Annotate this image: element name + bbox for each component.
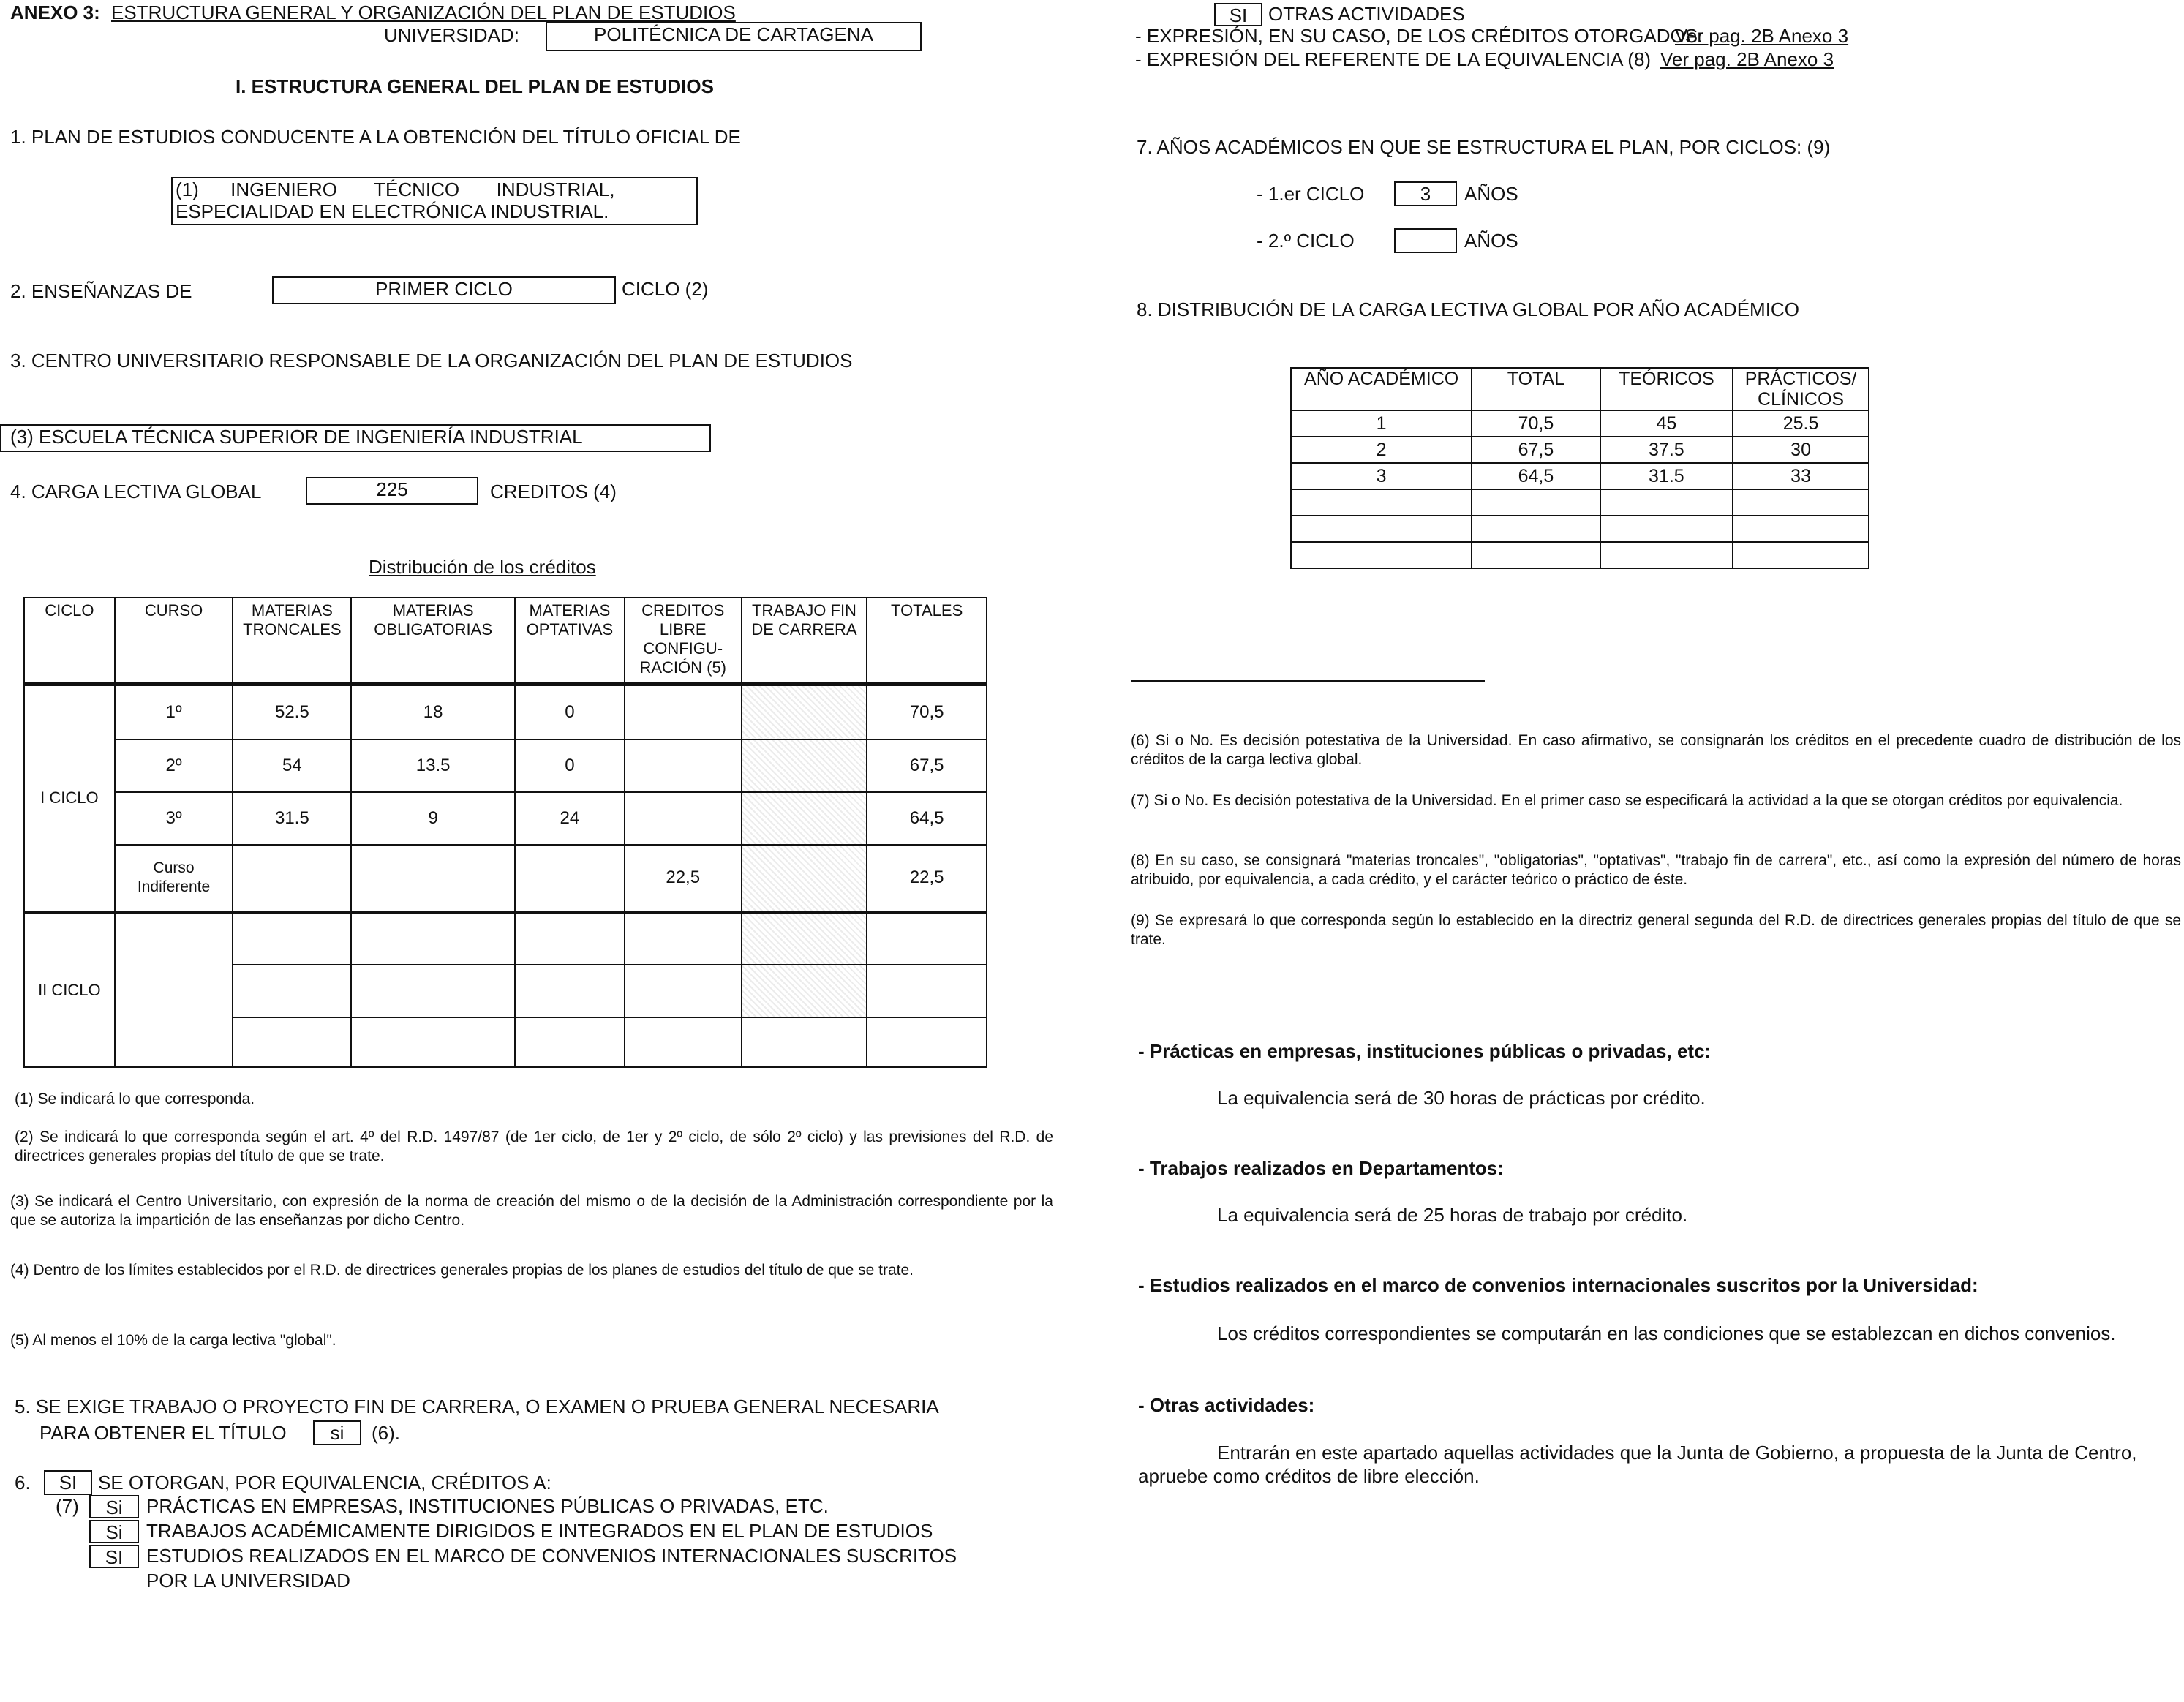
universidad-label: UNIVERSIDAD:: [384, 24, 519, 46]
universidad-field: POLITÉCNICA DE CARTAGENA: [546, 22, 922, 51]
item6-field: SI: [44, 1470, 92, 1495]
ano-cell: 2: [1291, 437, 1472, 463]
col-ciclo: CICLO: [24, 598, 115, 684]
optativas-cell: [515, 965, 625, 1017]
teoricos-cell: 37.5: [1600, 437, 1733, 463]
col-obligatorias: MATERIAS OBLIGATORIAS: [351, 598, 515, 684]
troncales-cell: [233, 845, 351, 912]
trabajo-cell: [742, 845, 867, 912]
item6-prefix: 6.: [15, 1472, 31, 1494]
note-4: (4) Dentro de los límites establecidos por el R.D. de directrices generales propias de los planes de estudios del título de que se trate.: [10, 1262, 914, 1279]
trabajo-cell: [742, 912, 867, 965]
expr2-label: - EXPRESIÓN DEL REFERENTE DE LA EQUIVALENCIA (8): [1135, 48, 1652, 70]
item5-suffix: (6).: [372, 1422, 400, 1444]
curso-cell: Curso Indiferente: [115, 845, 233, 912]
otras-label: OTRAS ACTIVIDADES: [1268, 3, 1465, 25]
totales-cell: 22,5: [867, 845, 987, 912]
practicas-label: PRÁCTICAS EN EMPRESAS, INSTITUCIONES PÚBLICAS O PRIVADAS, ETC.: [146, 1495, 829, 1517]
total-cell: [1472, 542, 1600, 568]
note-7: (7) Si o No. Es decisión potestativa de la Universidad. En el primer caso se especificará la actividad a la que se otorgan créditos por equivalencia.: [1131, 792, 2123, 809]
note-2: (2) Se indicará lo que corresponda según el art. 4º del R.D. 1497/87 (de 1er ciclo, de 1er y 2º ciclo, de sólo 2º ciclo) y las previsiones del R.D. de directrices generales propias del título de que se trate.: [15, 1129, 1053, 1164]
note-9: (9) Se expresará lo que corresponda según lo establecido en la directriz general segunda del R.D. de directrices generales propias del título de que se trate.: [1131, 912, 2181, 948]
ano-cell: 1: [1291, 410, 1472, 437]
total-cell: 70,5: [1472, 410, 1600, 437]
titulo-line2: ESPECIALIDAD EN ELECTRÓNICA INDUSTRIAL.: [176, 200, 609, 222]
table-row: [1291, 463, 1869, 489]
libre-cell: [625, 739, 742, 792]
ciclo2-anos: AÑOS: [1464, 230, 1518, 252]
totales-cell: [867, 1017, 987, 1067]
totales-cell: 70,5: [867, 684, 987, 739]
ciclo-2-cell: II CICLO: [24, 912, 115, 1067]
ano-cell: [1291, 542, 1472, 568]
ano-cell: [1291, 489, 1472, 516]
table-header-row: [1291, 368, 1869, 410]
obligatorias-cell: [351, 845, 515, 912]
obligatorias-cell: 18: [351, 684, 515, 739]
curso-cell: 3º: [115, 792, 233, 845]
item5-line2: PARA OBTENER EL TÍTULO: [39, 1422, 287, 1444]
libre-cell: [625, 792, 742, 845]
troncales-cell: 54: [233, 739, 351, 792]
totales-cell: 67,5: [867, 739, 987, 792]
teoricos-cell: [1600, 489, 1733, 516]
table-row: [24, 845, 987, 912]
item6-label: SE OTORGAN, POR EQUIVALENCIA, CRÉDITOS A:: [98, 1472, 551, 1494]
item5-line1: 5. SE EXIGE TRABAJO O PROYECTO FIN DE CARRERA, O EXAMEN O PRUEBA GENERAL NECESARIA: [15, 1396, 939, 1417]
optativas-cell: 0: [515, 739, 625, 792]
optativas-cell: [515, 845, 625, 912]
ciclo2-label: - 2.º CICLO: [1257, 230, 1355, 252]
optativas-cell: [515, 912, 625, 965]
troncales-cell: [233, 1017, 351, 1067]
troncales-cell: 31.5: [233, 792, 351, 845]
practicos-cell: 25.5: [1733, 410, 1869, 437]
troncales-cell: 52.5: [233, 684, 351, 739]
item1-label: 1. PLAN DE ESTUDIOS CONDUCENTE A LA OBTENCIÓN DEL TÍTULO OFICIAL DE: [10, 126, 741, 148]
col-optativas: MATERIAS OPTATIVAS: [515, 598, 625, 684]
trabajo-cell: [742, 965, 867, 1017]
trabajos-label: TRABAJOS ACADÉMICAMENTE DIRIGIDOS E INTEGRADOS EN EL PLAN DE ESTUDIOS: [146, 1520, 933, 1542]
dist-title: Distribución de los créditos: [369, 556, 596, 578]
table-row: [1291, 489, 1869, 516]
equiv-estudios-text: Los créditos correspondientes se computarán en las condiciones que se establezcan en dichos convenios.: [1217, 1322, 2116, 1344]
curso-cell: 1º: [115, 684, 233, 739]
estudios-label-cont: POR LA UNIVERSIDAD: [146, 1570, 350, 1592]
anexo-label: ANEXO 3:: [10, 1, 100, 23]
practicos-cell: 30: [1733, 437, 1869, 463]
expr1-link: Ver pag. 2B Anexo 3: [1675, 25, 1849, 47]
item8-label: 8. DISTRIBUCIÓN DE LA CARGA LECTIVA GLOBAL POR AÑO ACADÉMICO: [1137, 298, 1799, 320]
equiv-trabajos-heading: - Trabajos realizados en Departamentos:: [1138, 1157, 1504, 1179]
col-curso: CURSO: [115, 598, 233, 684]
practicos-cell: [1733, 542, 1869, 568]
col-teoricos: TEÓRICOS: [1600, 368, 1733, 410]
totales-cell: [867, 965, 987, 1017]
obligatorias-cell: 13.5: [351, 739, 515, 792]
ano-cell: 3: [1291, 463, 1472, 489]
carga-field: 225: [306, 477, 478, 505]
table-row: [24, 912, 987, 965]
libre-cell: 22,5: [625, 845, 742, 912]
col-total: TOTAL: [1472, 368, 1600, 410]
table-row: [24, 684, 987, 739]
col-libre: CREDITOS LIBRE CONFIGU- RACIÓN (5): [625, 598, 742, 684]
section-title: I. ESTRUCTURA GENERAL DEL PLAN DE ESTUDIOS: [236, 75, 714, 97]
titulo-line1: (1) INGENIERO TÉCNICO INDUSTRIAL,: [176, 178, 615, 200]
ciclo1-anos: AÑOS: [1464, 183, 1518, 205]
table-row: [1291, 410, 1869, 437]
ciclo1-field: 3: [1394, 181, 1457, 206]
ciclo-1-cell: I CICLO: [24, 684, 115, 912]
equiv-practicas-text: La equivalencia será de 30 horas de prácticas por crédito.: [1217, 1087, 1706, 1109]
item4-label: 4. CARGA LECTIVA GLOBAL: [10, 481, 262, 502]
table-row: [1291, 437, 1869, 463]
trabajo-cell: [742, 792, 867, 845]
ciclo1-label: - 1.er CICLO: [1257, 183, 1365, 205]
item2-label: 2. ENSEÑANZAS DE: [10, 280, 192, 302]
table-row: [1291, 542, 1869, 568]
equiv-trabajos-text: La equivalencia será de 25 horas de trabajo por crédito.: [1217, 1204, 1688, 1226]
distribution-table: [23, 597, 987, 1068]
curso-cell: [115, 912, 233, 1067]
total-cell: 64,5: [1472, 463, 1600, 489]
totales-cell: [867, 912, 987, 965]
note-1: (1) Se indicará lo que corresponda.: [15, 1091, 255, 1107]
note-6: (6) Si o No. Es decisión potestativa de la Universidad. En caso afirmativo, se consignarán los créditos en el precedente cuadro de distribución de los créditos de la carga lectiva global.: [1131, 732, 2181, 768]
note-5: (5) Al menos el 10% de la carga lectiva "global".: [10, 1332, 336, 1349]
ciclo2-field: [1394, 228, 1457, 253]
item7-label: 7. AÑOS ACADÉMICOS EN QUE SE ESTRUCTURA EL PLAN, POR CICLOS: (9): [1137, 136, 1831, 158]
total-cell: 67,5: [1472, 437, 1600, 463]
item2-suffix: CICLO (2): [622, 278, 709, 300]
footnote-divider: [1131, 680, 1485, 682]
col-trabajo: TRABAJO FIN DE CARRERA: [742, 598, 867, 684]
teoricos-cell: 31.5: [1600, 463, 1733, 489]
ensenanzas-field: PRIMER CICLO: [272, 276, 616, 304]
trabajos-field: Si: [89, 1520, 139, 1543]
libre-cell: [625, 1017, 742, 1067]
item3-label: 3. CENTRO UNIVERSITARIO RESPONSABLE DE LA ORGANIZACIÓN DEL PLAN DE ESTUDIOS: [10, 350, 853, 372]
centro-field: (3) ESCUELA TÉCNICA SUPERIOR DE INGENIERÍA INDUSTRIAL: [0, 424, 711, 452]
estudios-label: ESTUDIOS REALIZADOS EN EL MARCO DE CONVENIOS INTERNACIONALES SUSCRITOS: [146, 1545, 957, 1567]
practicos-cell: 33: [1733, 463, 1869, 489]
table-row: [1291, 516, 1869, 542]
obligatorias-cell: [351, 912, 515, 965]
otras-field: SI: [1214, 3, 1262, 26]
table-row: [24, 739, 987, 792]
troncales-cell: [233, 965, 351, 1017]
optativas-cell: 0: [515, 684, 625, 739]
optativas-cell: [515, 1017, 625, 1067]
carga-table: [1290, 367, 1869, 569]
item4-suffix: CREDITOS (4): [490, 481, 617, 502]
expr1-label: - EXPRESIÓN, EN SU CASO, DE LOS CRÉDITOS OTORGADOS:: [1135, 25, 1703, 47]
curso-cell: 2º: [115, 739, 233, 792]
col-ano: AÑO ACADÉMICO: [1291, 368, 1472, 410]
estudios-field: SI: [89, 1545, 139, 1568]
equiv-estudios-heading: - Estudios realizados en el marco de convenios internacionales suscritos por la Universidad:: [1138, 1274, 1978, 1296]
troncales-cell: [233, 912, 351, 965]
total-cell: [1472, 516, 1600, 542]
teoricos-cell: [1600, 542, 1733, 568]
equiv-otras-heading: - Otras actividades:: [1138, 1394, 1315, 1416]
col-troncales: MATERIAS TRONCALES: [233, 598, 351, 684]
trabajo-cell: [742, 684, 867, 739]
practicos-cell: [1733, 516, 1869, 542]
trabajo-cell: [742, 1017, 867, 1067]
col-practicos: PRÁCTICOS/ CLÍNICOS: [1733, 368, 1869, 410]
equiv-practicas-heading: - Prácticas en empresas, instituciones públicas o privadas, etc:: [1138, 1040, 1712, 1062]
document-title: ESTRUCTURA GENERAL Y ORGANIZACIÓN DEL PLAN DE ESTUDIOS: [111, 1, 736, 23]
table-row: [24, 792, 987, 845]
note-8: (8) En su caso, se consignará "materias troncales", "obligatorias", "optativas", "trabajo fin de carrera", etc., así como la expresión del número de horas atribuido, por equivalencia, a cada crédito, y el carácter teórico o práctico de éste.: [1131, 852, 2181, 888]
item5-field: si: [313, 1420, 361, 1445]
practicos-cell: [1733, 489, 1869, 516]
equiv-otras-text: Entrarán en este apartado aquellas actividades que la Junta de Gobierno, a propuesta de la Junta de Centro, apruebe como créditos de libre elección.: [1138, 1442, 2137, 1487]
libre-cell: [625, 912, 742, 965]
titulo-field: [171, 177, 698, 225]
teoricos-cell: [1600, 516, 1733, 542]
total-cell: [1472, 489, 1600, 516]
practicas-field: Si: [89, 1495, 139, 1518]
libre-cell: [625, 965, 742, 1017]
trabajo-cell: [742, 739, 867, 792]
expr2-link: Ver pag. 2B Anexo 3: [1660, 48, 1834, 70]
obligatorias-cell: 9: [351, 792, 515, 845]
teoricos-cell: 45: [1600, 410, 1733, 437]
libre-cell: [625, 684, 742, 739]
item6-note: (7): [56, 1495, 79, 1517]
optativas-cell: 24: [515, 792, 625, 845]
obligatorias-cell: [351, 1017, 515, 1067]
obligatorias-cell: [351, 965, 515, 1017]
note-3: (3) Se indicará el Centro Universitario, con expresión de la norma de creación del mismo o de la decisión de la Administración correspondiente por la que se autoriza la impartición de las enseñanzas por dicho Centro.: [10, 1193, 1053, 1229]
ano-cell: [1291, 516, 1472, 542]
col-totales: TOTALES: [867, 598, 987, 684]
totales-cell: 64,5: [867, 792, 987, 845]
